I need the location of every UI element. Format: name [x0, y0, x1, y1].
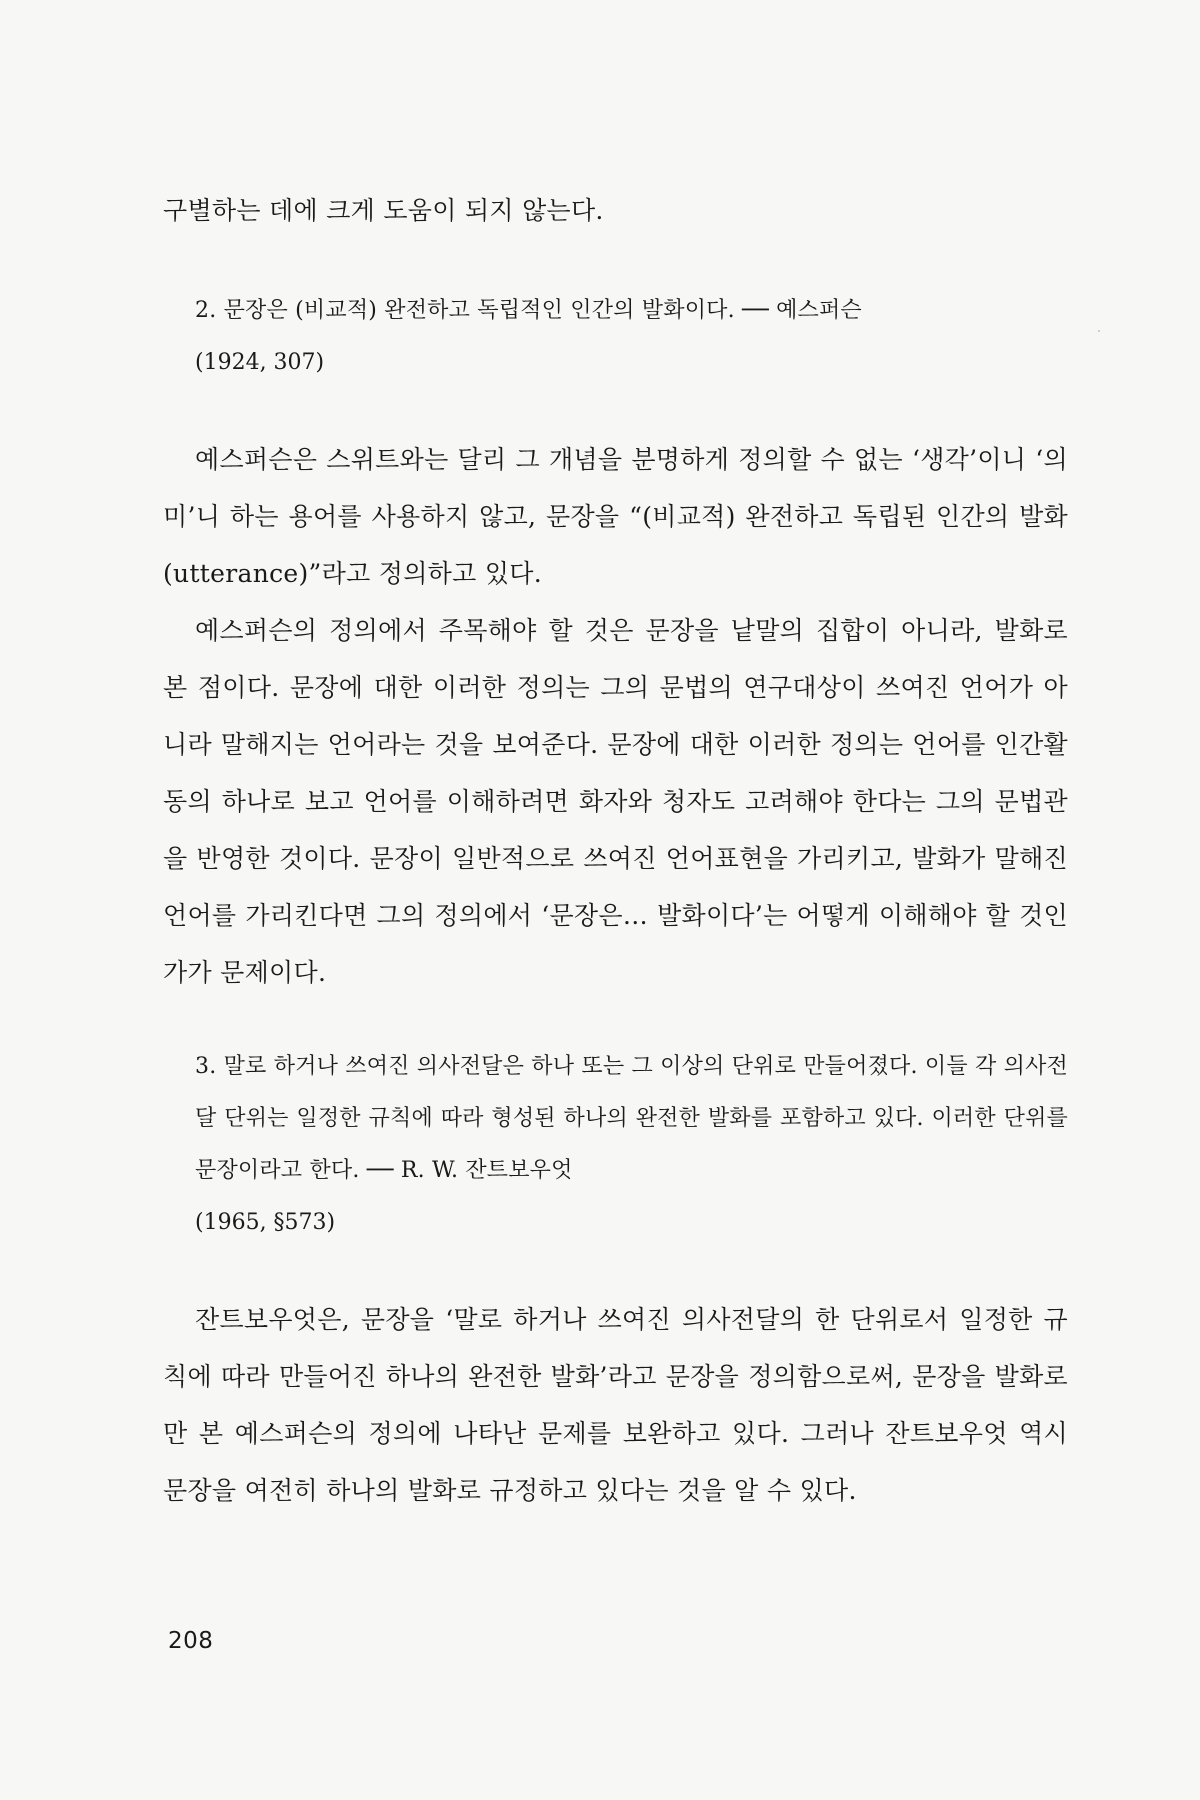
paragraph-zandvoort-analysis: 잔트보우엇은, 문장을 ‘말로 하거나 쓰여진 의사전달의 한 단위로서 일정한 규칙에 따라 만들어진 하나의 완전한 발화’라고 문장을 정의함으로써, 문장을 발화로만 본 예스퍼슨의 정의에 나타난 문제를 보완하고 있다. 그러나 잔트보우엇 역시 문장을 여전히 하나의 발화로 규정하고 있다는 것을 알 수 있다.: [163, 1305, 1068, 1505]
spacer: [163, 1249, 1068, 1291]
spacer: [163, 239, 1068, 285]
paragraph-jespersen-analysis: 예스퍼슨의 정의에서 주목해야 할 것은 문장을 낱말의 집합이 아니라, 발화로 본 점이다. 문장에 대한 이러한 정의는 그의 문법의 연구대상이 쓰여진 언어가 아니라 말해지는 언어라는 것을 보여준다. 문장에 대한 이러한 정의는 언어를 인간활동의 하나로 보고 언어를 이해하려면 화자와 청자도 고려해야 한다는 그의 문법관을 반영한 것이다. 문장이 일반적으로 쓰여진 언어표현을 가리키고, 발화가 말해진 언어를 가리킨다면 그의 정의에서 ‘문장은… 발화이다’는 어떻게 이해해야 할 것인가가 문제이다.: [163, 616, 1068, 987]
scan-speck: [1098, 330, 1100, 332]
quote-zandvoort-citation: (1965, §573): [195, 1210, 336, 1235]
quote-jespersen: 2. 문장은 (비교적) 완전하고 독립적인 인간의 발화이다. ── 예스퍼슨: [195, 298, 862, 323]
paragraph-jespersen-definition: 예스퍼슨은 스위트와는 달리 그 개념을 분명하게 정의할 수 없는 ‘생각’이니 ‘의미’니 하는 용어를 사용하지 않고, 문장을 “(비교적) 완전하고 독립된 인간의 발화(utterance)”라고 정의하고 있다.: [163, 445, 1068, 588]
page-number: 208: [168, 1628, 214, 1654]
quote-zandvoort: 3. 말로 하거나 쓰여진 의사전달은 하나 또는 그 이상의 단위로 만들어졌다. 이들 각 의사전달 단위는 일정한 규칙에 따라 형성된 하나의 완전한 발화를 포함하고 있다. 이러한 단위를 문장이라고 한다. ── R. W. 잔트보우엇: [195, 1054, 1068, 1183]
page-body: [163, 182, 1068, 1519]
paragraph-continuation: 구별하는 데에 크게 도움이 되지 않는다.: [163, 196, 604, 225]
quote-jespersen-citation: (1924, 307): [195, 350, 325, 375]
spacer: [163, 389, 1068, 431]
spacer: [163, 1001, 1068, 1041]
